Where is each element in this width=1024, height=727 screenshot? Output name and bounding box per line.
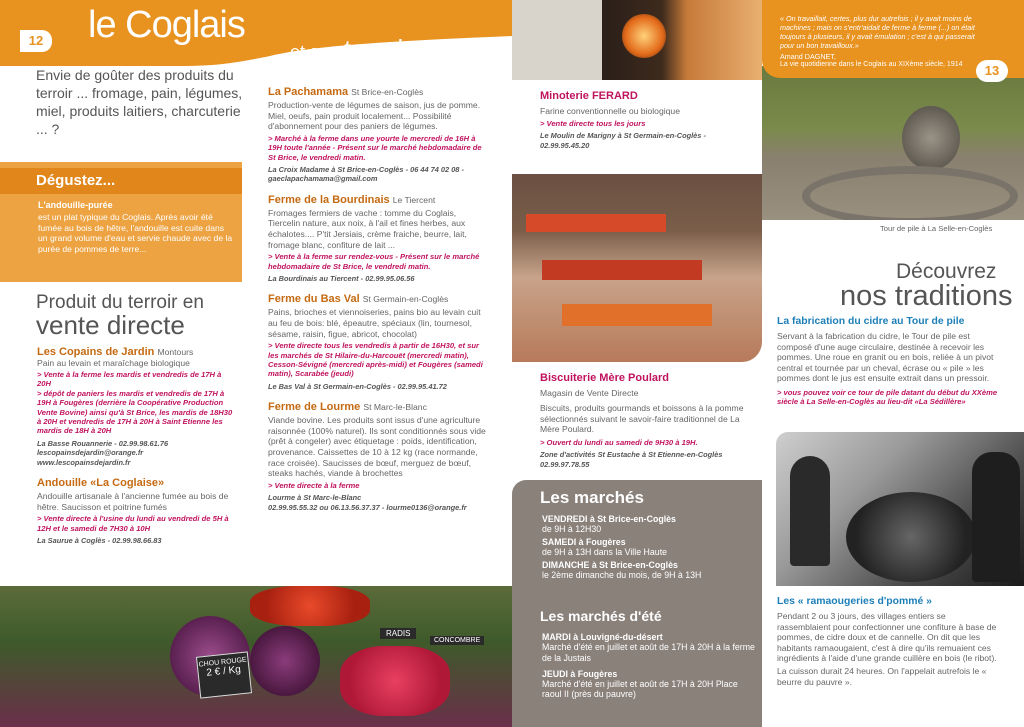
bakery-photo: [512, 0, 762, 80]
producer-name: Ferme du Bas Val: [268, 293, 360, 306]
figure-left: [790, 456, 830, 566]
degustez-box: [0, 162, 242, 282]
ramaougeries-text-2: La cuisson durait 24 heures. On l'appelait autrefois le « beurre du pauvre ».: [777, 665, 987, 687]
producer-note: > Vente directe à l'usine du lundi au vendredi de 5H à 12H et le samedi de 7H30 à 10H: [37, 514, 229, 533]
shelf-3: [562, 304, 712, 326]
producer-subtitle: Pains, brioches et viennoiseries, pains bio au levain cuit au feu de bois: blé, épeautre, spéciaux (lin, tournesol, sésame, raisin, figue, abricot, chocolat): [268, 307, 481, 339]
market-day: VENDREDI à St Brice-en-Coglès: [542, 514, 676, 524]
producer-location: St Marc-le-Blanc: [363, 402, 427, 413]
producer-name: Andouille «La Coglaise»: [37, 477, 165, 490]
page-subtitle: [290, 34, 412, 65]
cidre-text: Servant à la fabrication du cidre, le Tour de pile est composé d'une auge circulaire, destinée à recevoir les pommes. Une roue en granit ou en bois, reliée à un pivot central et tournée par un cheval, écrase ou « pile » les pommes dont le jus est ensuite extrait dans un pressoir.: [777, 331, 994, 384]
producer-title: [268, 293, 486, 305]
cidre-heading: La fabrication du cidre au Tour de pile: [777, 316, 965, 327]
shelf-2: [542, 260, 702, 280]
producer-address: La Bourdinais au Tiercent - 02.99.95.06.56: [268, 274, 415, 283]
producer-coglaise: [37, 477, 237, 545]
producer-subtitle: Pain au levain et maraîchage biologique: [37, 358, 190, 368]
producer-subtitle: Viande bovine. Les produits sont issus d'une agriculture raisonnée (100% naturel). Ils sont conditionnés sous vide (prêt à congeler) avec étiquetage : poids, identification, provenance. Caissettes de 10 à 12 kg (race normande, race croisée). Saucisses de bœuf, merguez de bœuf, steaks hachés, viande à brochettes: [268, 415, 486, 479]
markets-panel: [512, 480, 762, 727]
market-day: DIMANCHE à St Brice-en-Coglès: [542, 560, 678, 570]
market-item: [542, 560, 756, 580]
producer-title: [268, 401, 486, 413]
quote-box: [762, 0, 1024, 78]
cauldron: [846, 492, 976, 582]
producer-address: La Saurue à Coglès - 02.99.98.66.83: [37, 536, 162, 546]
ramaougeries-photo: [776, 432, 1024, 586]
producer-name: Les Copains de Jardin: [37, 346, 155, 358]
producer-note: > Vente directe à la ferme: [268, 480, 360, 490]
producer-title: [37, 477, 237, 489]
market-ete-item: [542, 632, 756, 664]
quote-text: « On travaillait, certes, plus dur autrefois ; il y avait moins de machines ; mais on s'entr'aidait de ferme à ferme (...) on était toujours à plusieurs, il y avait émulation ; c'est à qui passerait pour un bon travailloux.»: [780, 14, 975, 50]
quote-author: Amand DAGNET,: [780, 52, 836, 61]
producer-copains: [37, 346, 237, 467]
producer-note: > Vente à la ferme les mardis et vendredis de 17H à 20H > dépôt de paniers les mardis et vendredis de 17H à 19H à Fougères (derrière la Coopérative Production Vente Bovine) ainsi qu'à St Brice, les mardis de 18H30 à 20H et vendredis de 17H à 20H à Saint Etienne les mardis de 18H à 20H: [37, 370, 233, 436]
tomatoes: [250, 586, 370, 626]
millstone: [902, 106, 960, 170]
producer-address: Zone d'activités St Eustache à St Etienne-en-Coglès 02.99.97.78.55: [540, 450, 723, 469]
market-time: Marché d'été en juillet et août de 17H à 20H à la ferme de la Justais: [542, 642, 755, 663]
producer-note: > Vente directe tous les jours: [540, 119, 646, 128]
producer-location: Le Tiercent: [392, 194, 436, 205]
market-time: de 9H à 12H30: [542, 524, 602, 534]
markets-ete-heading: Les marchés d'été: [540, 608, 662, 624]
producer-name: Ferme de Lourme: [268, 401, 361, 414]
producer-address: Le Bas Val à St Germain-en-Coglès - 02.99.95.41.72: [268, 381, 447, 391]
producer-name: La Pachamama: [268, 86, 349, 98]
producer-pachamama: [268, 86, 486, 184]
degustez-item-title: L'andouille-purée: [38, 200, 113, 210]
market-item: [542, 537, 756, 557]
markets-list: [542, 514, 756, 580]
producer-subtitle: Fromages fermiers de vache : tomme du Coglais, Tiercelin nature, aux noix, à l'ail et fines herbes, aux échalotes.... P'tit Jersiais, crème fraiche, beurre, lait, fromage blanc, confiture de lait ...: [268, 207, 467, 250]
purple-cabbage-2: [250, 626, 320, 696]
ramaougeries-text: Pendant 2 ou 3 jours, des villages entiers se rassemblaient pour confectionner une confiture à base de pommes, de cidre doux et de cannelle. On dit que les habitants ramaougaient, c'est à dire qu'ils remuaient ces ingrédients à l'aide d'une grande cuillère en bois (le ribot).: [777, 611, 997, 664]
market-time: de 9H à 13H dans la Ville Haute: [542, 547, 668, 557]
producer-address: La Basse Rouannerie - 02.99.98.61.76 lescopainsdejardin@orange.fr www.lescopainsdejardin.fr: [37, 438, 169, 467]
producer-note: > Vente directe tous les vendredis à partir de 16H30, et sur les marchés de St Hilaire-du-Harcouët (mercredi matin), Cesson-Sévigné (mercredi après-midi) et Fougères (samedi matin), Scarabée (jeudi): [268, 341, 483, 379]
oven-fire: [622, 14, 666, 58]
producer-title: [268, 86, 486, 98]
market-day: JEUDI à Fougères: [542, 668, 618, 679]
tour-de-pile-photo: [762, 66, 1024, 220]
biscuiterie-photo: [512, 174, 762, 362]
producer-subtitle: Farine conventionnelle ou biologique: [540, 106, 680, 116]
markets-ete-list: [542, 632, 756, 700]
market-time: le 2ème dimanche du mois, de 9H à 13H: [542, 570, 702, 580]
sign-text: CHOU ROUGE: [198, 656, 248, 669]
photo-caption: Tour de pile à La Selle-en-Coglès: [880, 224, 993, 233]
subtitle-prefix: et son: [290, 42, 340, 62]
vente-heading-2: vente directe: [36, 310, 185, 340]
producer-location: Montours: [157, 347, 194, 357]
producer-basval: [268, 293, 486, 391]
market-day: MARDI à Louvigné-du-désert: [542, 632, 663, 642]
producer-address: La Croix Madame à St Brice-en-Coglès - 06 44 74 02 08 - gaeclapachamama@gmail.com: [268, 165, 464, 184]
producer-address: Le Moulin de Marigny à St Germain-en-Coglès - 02.99.95.45.20: [540, 131, 706, 150]
sign-concombre: CONCOMBRE: [430, 636, 484, 645]
producer-note: > Ouvert du lundi au samedi de 9H30 à 19H.: [540, 437, 698, 447]
decouvrez-heading: Découvrez: [896, 260, 997, 283]
market-item: [542, 514, 756, 534]
market-day: SAMEDI à Fougères: [542, 537, 626, 547]
markets-heading: Les marchés: [540, 488, 644, 507]
page-number-right: 13: [976, 60, 1008, 82]
degustez-heading: Dégustez...: [36, 172, 116, 189]
col2: [268, 86, 486, 516]
col1: [37, 346, 237, 549]
producer-text: Biscuits, produits gourmands et boissons à la pomme sélectionnés suivant le savoir-faire traditionnel de La Mère Poulard.: [540, 403, 744, 435]
producer-subtitle: Andouille artisanale à l'ancienne fumée au bois de hêtre. Saucisson et poitrine fumés: [37, 491, 229, 512]
degustez-item-text: est un plat typique du Coglais. Après avoir été fumée au bois de hêtre, l'andouille est cuite dans un grand volume d'eau et servie chaude avec de la purée de pommes de terre...: [38, 212, 233, 254]
col3-mid: [540, 372, 756, 469]
cidre-section: [777, 316, 999, 407]
producer-note: > Vente à la ferme sur rendez-vous - Présent sur le marché hebdomadaire de St Brice, le vendredi matin.: [268, 252, 480, 271]
sign-chou-rouge: [196, 651, 252, 698]
producer-name: Ferme de la Bourdinais: [268, 193, 390, 206]
ramaougeries-section: [777, 596, 999, 687]
intro-text: Envie de goûter des produits du terroir ... fromage, pain, légumes, miel, produits laitiers, charcuterie ... ?: [36, 67, 243, 137]
page-title: le Coglais: [88, 4, 245, 46]
col3-top: [540, 90, 754, 150]
radishes: [340, 646, 450, 716]
subtitle-main: terroir: [344, 34, 412, 64]
market-ete-item: [542, 669, 756, 701]
sign-price: 2 € / Kg: [205, 664, 242, 679]
producer-title: [37, 346, 237, 358]
ramaougeries-heading: Les « ramaougeries d'pommé »: [777, 596, 932, 607]
producer-title: Biscuiterie Mère Poulard: [540, 372, 669, 384]
quote-source: La vie quotidienne dans le Coglais au XIXème siècle, 1914: [780, 61, 963, 68]
cidre-note: > vous pouvez voir ce tour de pile datant du début du XXème siècle à La Selle-en-Coglès au lieu-dit «La Sédillère»: [777, 387, 998, 407]
sign-radis: RADIS: [380, 628, 416, 639]
producer-location: St Brice-en-Coglès: [351, 87, 424, 97]
producer-title: [268, 194, 486, 206]
page-number-left: 12: [20, 30, 52, 52]
traditions-heading: nos traditions: [840, 280, 1013, 312]
figure-right: [972, 452, 1020, 582]
vente-heading-1: Produit du terroir en: [36, 292, 204, 313]
shelf-1: [526, 214, 666, 232]
market-time: Marché d'été en juillet et août de 17H à 20H Place raoul II (près du pauvre): [542, 678, 738, 700]
producer-location: St Germain-en-Coglès: [362, 294, 449, 305]
producer-subtitle: Magasin de Vente Directe: [540, 388, 639, 398]
producer-subtitle: Production-vente de légumes de saison, jus de pomme. Miel, oeufs, pain produit localement... Possibilité d'abonnement pour des paniers de légumes.: [268, 100, 481, 132]
producer-bourdinais: [268, 194, 486, 284]
producer-title: Minoterie FERARD: [540, 90, 638, 102]
trough: [802, 166, 1018, 220]
producer-lourme: [268, 401, 486, 512]
producer-note: > Marché à la ferme dans une yourte le mercredi de 16H à 19H toute l'année - Présent sur le marché hebdomadaire de St Brice, le vendredi matin.: [268, 133, 482, 162]
producer-address: Lourme à St Marc-le-Blanc 02.99.95.55.32 ou 06.13.56.37.37 - lourme0136@orange.fr: [268, 493, 467, 512]
vegetables-photo: [0, 586, 512, 727]
